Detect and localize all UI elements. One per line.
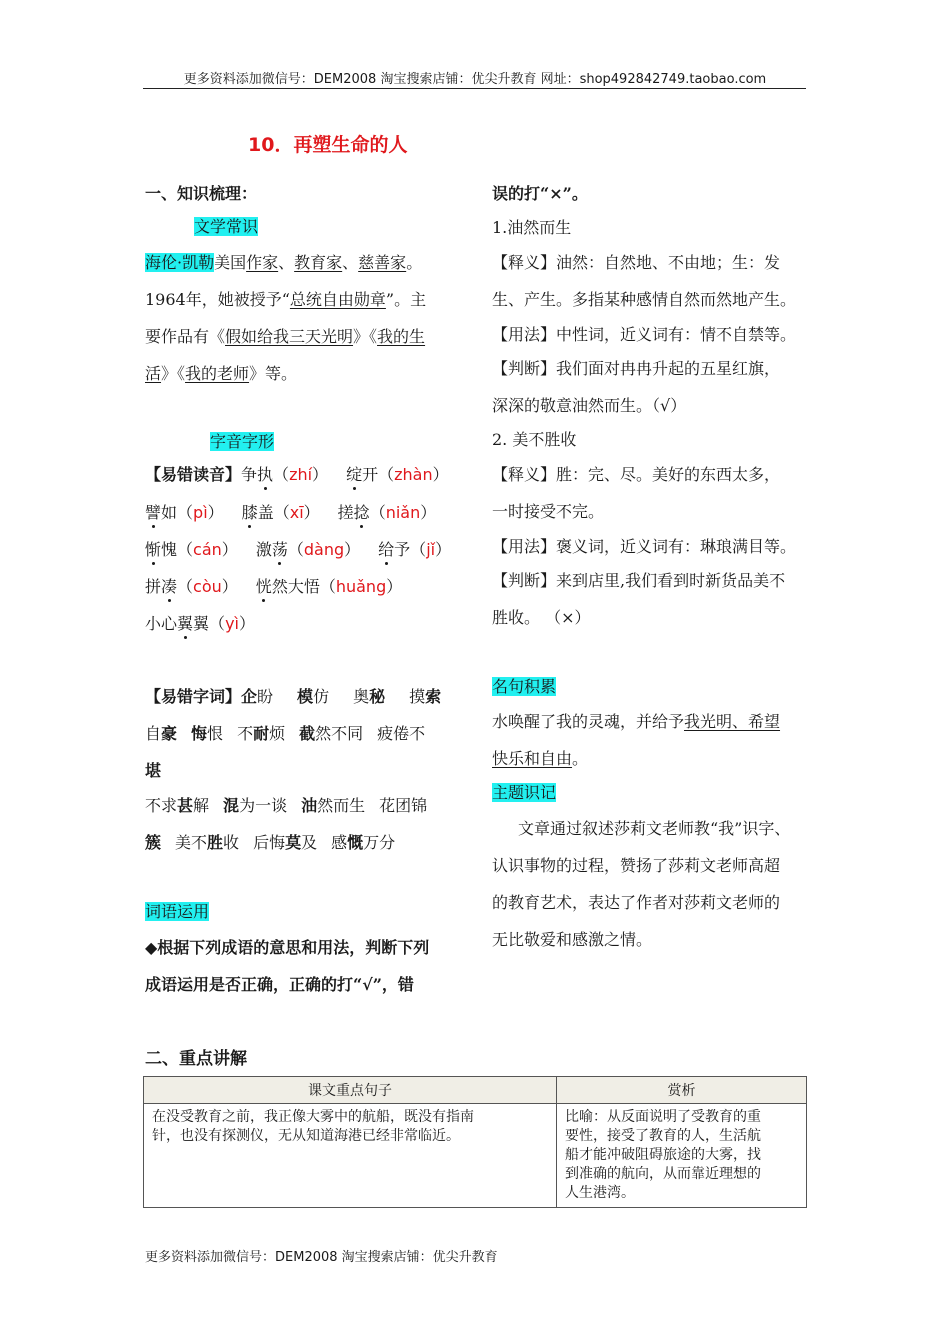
book-title: 活 bbox=[145, 364, 162, 383]
idiom2-judge-1: 【判断】来到店里,我们看到时新货品美不 bbox=[492, 571, 786, 590]
pron-line-3 bbox=[145, 540, 451, 560]
idiom2-meaning-2: 一时接受不完。 bbox=[492, 502, 605, 521]
sentence-line: 在没受教育之前，我正像大雾中的航船，既没有指南 bbox=[152, 1109, 474, 1125]
lit-text: 美国 bbox=[214, 253, 247, 272]
lit-line-3 bbox=[145, 327, 425, 347]
lit-text: 、 bbox=[278, 253, 295, 272]
role-educator: 教育家 bbox=[294, 253, 343, 272]
char-word: 油然而生 bbox=[301, 796, 366, 815]
pron-item: 争执（zhí） bbox=[241, 465, 329, 484]
pron-label: 【易错读音】 bbox=[145, 465, 242, 484]
pron-line-2 bbox=[145, 503, 436, 523]
theme-heading-label: 主题识记 bbox=[492, 783, 557, 802]
idiom2-meaning-1: 【释义】胜：完、尽。美好的东西太多， bbox=[492, 465, 781, 484]
col-header-analysis: 赏析 bbox=[557, 1077, 807, 1104]
quote-heading-label: 名句积累 bbox=[492, 677, 557, 696]
lit-line-2 bbox=[145, 290, 426, 310]
char-word: 美不胜收 bbox=[175, 833, 240, 852]
analysis-line: 比喻：从反面说明了受教育的重 bbox=[565, 1109, 761, 1125]
pron-heading-label: 字音字形 bbox=[210, 432, 275, 451]
chars-line-1 bbox=[145, 687, 441, 707]
header-divider bbox=[143, 88, 806, 89]
lit-line-1 bbox=[145, 253, 422, 273]
idiom1-meaning-1: 【释义】油然：自然地、不由地；生：发 bbox=[492, 253, 781, 272]
idiom1-meaning-2: 生、产生。多指某种感情自然而然地产生。 bbox=[492, 290, 797, 309]
char-word: 悔恨 bbox=[191, 724, 224, 743]
theme-line-4: 无比敬爱和感激之情。 bbox=[492, 930, 653, 949]
book-title: 我的生 bbox=[377, 327, 426, 346]
theme-line-2: 认识事物的过程，赞扬了莎莉文老师高超 bbox=[492, 856, 781, 875]
analysis-line: 人生港湾。 bbox=[565, 1185, 635, 1201]
theme-heading bbox=[492, 783, 556, 803]
lit-text: ”。主 bbox=[385, 290, 427, 309]
key-sentence-table bbox=[143, 1076, 807, 1208]
idiom2-title: 2. 美不胜收 bbox=[492, 430, 577, 449]
pron-line-1 bbox=[145, 465, 449, 485]
analysis-line: 要性，接受了教育的人，生活航 bbox=[565, 1128, 761, 1144]
idiom1-usage: 【用法】中性词，近义词有：情不自禁等。 bbox=[492, 325, 797, 344]
analysis-line: 船才能冲破阻碍旅途的大雾，找 bbox=[565, 1147, 761, 1163]
usage-instruction-2: 成语运用是否正确，正确的打“√”，错 bbox=[145, 975, 414, 994]
pron-item: 搓捻（niǎn） bbox=[337, 503, 437, 522]
pron-line-5 bbox=[145, 614, 255, 634]
analysis-line: 到准确的航向，从而靠近理想的 bbox=[565, 1166, 761, 1182]
char-word: 不求甚解 bbox=[145, 796, 210, 815]
char-word: 自豪 bbox=[145, 724, 178, 743]
pron-heading bbox=[210, 432, 274, 452]
char-word: 疲倦不 bbox=[377, 724, 426, 743]
pron-item: 绽开（zhàn） bbox=[346, 465, 449, 484]
chars-line-3 bbox=[145, 761, 161, 781]
char-word: 簇 bbox=[145, 833, 162, 852]
role-philanthropist: 慈善家 bbox=[358, 253, 407, 272]
chars-line-5 bbox=[145, 833, 395, 853]
pron-item: 给予（jǐ） bbox=[378, 540, 452, 559]
usage-heading bbox=[145, 902, 209, 922]
chars-label: 【易错字词】 bbox=[145, 687, 242, 706]
char-word: 企盼 bbox=[241, 687, 274, 706]
idiom1-title: 1.油然而生 bbox=[492, 218, 572, 237]
lit-text: 。 bbox=[406, 253, 423, 272]
lesson-title: 10．再塑生命的人 bbox=[248, 134, 408, 156]
pron-item: 激荡（dàng） bbox=[255, 540, 361, 559]
quote-heading bbox=[492, 677, 556, 697]
lit-text: 、 bbox=[342, 253, 359, 272]
lit-text: 1964年，她被授予“ bbox=[145, 290, 290, 309]
pron-item: 拼凑（còu） bbox=[145, 577, 238, 596]
pron-item: 譬如（pì） bbox=[145, 503, 224, 522]
page-footer: 更多资料添加微信号：DEM2008 淘宝搜索店铺：优尖升教育 bbox=[145, 1250, 498, 1265]
char-word: 混为一谈 bbox=[223, 796, 288, 815]
lit-heading bbox=[194, 217, 258, 237]
section-knowledge-heading: 一、知识梳理： bbox=[145, 184, 258, 203]
author-name: 海伦·凯勒 bbox=[145, 253, 215, 272]
char-word: 截然不同 bbox=[299, 724, 364, 743]
key-sentence-cell bbox=[144, 1104, 557, 1208]
idiom2-judge-2: 胜收。 （×） bbox=[492, 608, 591, 627]
medal-name: 总统自由勋章 bbox=[289, 290, 386, 309]
char-word: 模仿 bbox=[297, 687, 330, 706]
pron-item: 小心翼翼（yì） bbox=[145, 614, 255, 633]
char-word: 堪 bbox=[145, 761, 162, 780]
book-title: 我的老师 bbox=[185, 364, 250, 383]
char-word: 花团锦 bbox=[379, 796, 428, 815]
sentence-line: 针，也没有探测仪，无从知道海港已经非常临近。 bbox=[152, 1128, 460, 1144]
theme-line-1: 文章通过叙述莎莉文老师教“我”识字、 bbox=[518, 819, 791, 838]
pron-item: 惭愧（cán） bbox=[145, 540, 238, 559]
idiom2-usage: 【用法】褒义词，近义词有：琳琅满目等。 bbox=[492, 537, 797, 556]
usage-heading-label: 词语运用 bbox=[145, 902, 210, 921]
usage-instruction-3: 误的打“×”。 bbox=[492, 184, 588, 203]
role-writer: 作家 bbox=[246, 253, 279, 272]
usage-instruction-1: ◆根据下列成语的意思和用法，判断下列 bbox=[145, 938, 430, 957]
char-word: 摸索 bbox=[409, 687, 442, 706]
lit-heading-label: 文学常识 bbox=[194, 217, 259, 236]
lit-line-4 bbox=[145, 364, 297, 384]
page-header: 更多资料添加微信号：DEM2008 淘宝搜索店铺：优尖升教育 网址：shop492842749.taobao.com bbox=[183, 72, 767, 87]
pron-line-4 bbox=[145, 577, 402, 597]
analysis-cell bbox=[557, 1104, 807, 1208]
lit-text: 》《 bbox=[161, 364, 186, 383]
char-word: 感慨万分 bbox=[331, 833, 396, 852]
chars-line-2 bbox=[145, 724, 425, 744]
lit-text: 》《 bbox=[353, 327, 378, 346]
pron-item: 恍然大悟（huǎng） bbox=[255, 577, 403, 596]
book-title: 假如给我三天光明 bbox=[225, 327, 354, 346]
col-header-sentence: 课文重点句子 bbox=[144, 1077, 557, 1104]
idiom1-judge-2: 深深的敬意油然而生。（√） bbox=[492, 396, 687, 415]
lit-text: 》等。 bbox=[249, 364, 298, 383]
theme-line-3: 的教育艺术，表达了作者对莎莉文老师的 bbox=[492, 893, 781, 912]
chars-line-4 bbox=[145, 796, 427, 816]
quote-line-1: 水唤醒了我的灵魂，并给予我光明、希望 bbox=[492, 712, 781, 731]
section-key-heading: 二、重点讲解 bbox=[145, 1049, 247, 1069]
char-word: 奥秘 bbox=[353, 687, 386, 706]
pron-item: 膝盖（xī） bbox=[241, 503, 320, 522]
quote-line-2: 快乐和自由。 bbox=[492, 749, 589, 768]
char-word: 后悔莫及 bbox=[253, 833, 318, 852]
char-word: 不耐烦 bbox=[237, 724, 286, 743]
lit-text: 要作品有《 bbox=[145, 327, 226, 346]
idiom1-judge-1: 【判断】我们面对冉冉升起的五星红旗， bbox=[492, 359, 781, 378]
